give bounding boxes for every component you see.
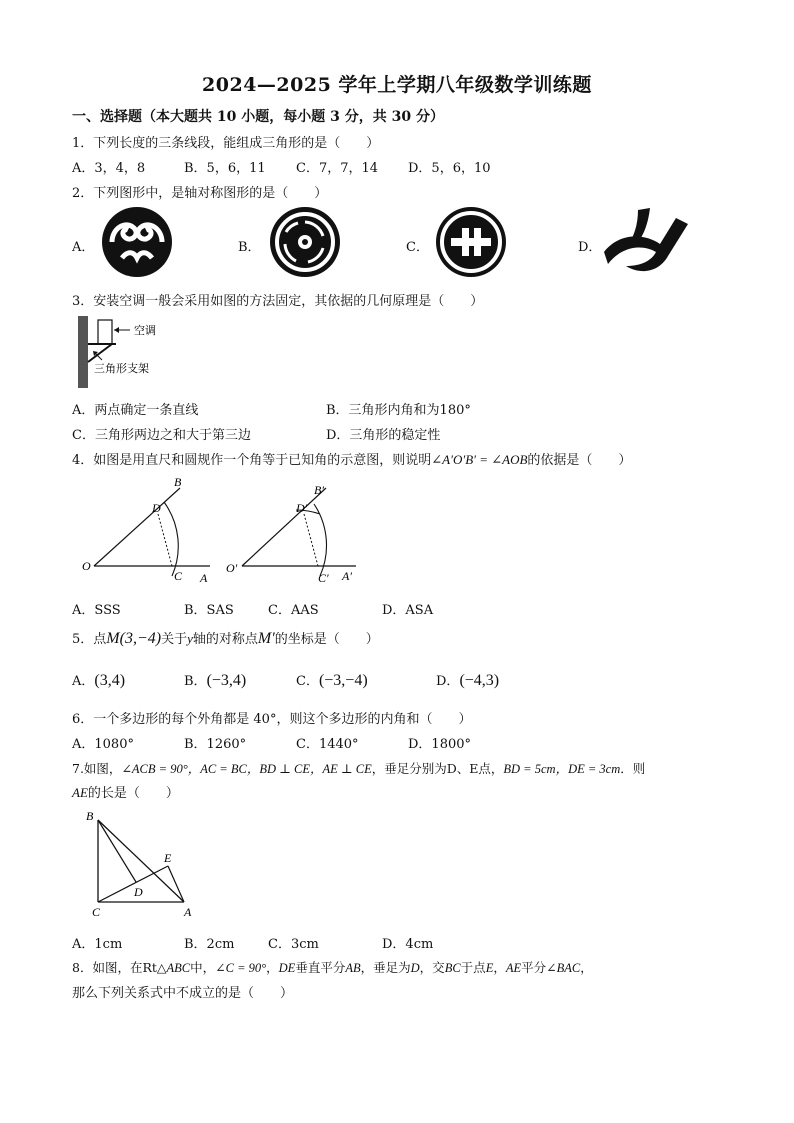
q5-option-c [296,670,368,690]
question-2-stem: 2．下列图形中，是轴对称图形的是（ ） [72,186,328,201]
q4-fig1-label-d: D [152,501,161,515]
q2-label-b: B． [238,240,261,255]
q4-fig2-label-o-prime: O′ [226,561,238,575]
q7-part-c: ．则 [620,761,646,776]
q8-part-d: 垂直平分 [295,960,346,975]
q8-part-f: ，交 [419,960,445,975]
q4-stem-part-a: 4．如图是用直尺和圆规作一个角等于已知角的示意图，则说明 [72,453,432,468]
q2-figure-a-emblem [98,206,176,278]
q5-option-b [184,670,246,690]
q2-label-d: D． [578,240,602,255]
q7-label-e: E [164,851,172,865]
q8-part-c: ， [266,960,279,975]
q4-option-c: C．AAS [268,603,319,618]
q8-part-i: 平分 [521,960,547,975]
q3-figure-ac-bracket [72,314,212,390]
q8-angle-c: ∠C = 90° [215,961,267,975]
question-1-stem: 1．下列长度的三条线段，能组成三角形的是（ ） [72,136,380,151]
section-heading: 一、选择题（本大题共 10 小题，每小题 3 分，共 30 分） [72,109,444,125]
q7-segment-ae: AE [72,785,88,800]
q7-option-a: A．1cm [72,937,123,952]
q4-option-a: A．SSS [72,603,121,618]
q5-option-c-label: C． [296,674,319,689]
question-8-line-1 [72,958,593,976]
q5-option-c-value: (−3,−4) [318,672,368,689]
q5-option-a-value: (3,4) [94,672,126,689]
q8-part-e: ，垂足为 [360,960,411,975]
q7-option-b: B．2cm [184,937,235,952]
q1-option-d: D．5，6，10 [408,161,491,176]
q2-figure-d-ribbon [598,204,690,280]
q4-option-b: B．SAS [184,603,234,618]
q7-label-b: B [86,809,94,823]
q4-fig2-label-d-prime: D′ [296,501,308,515]
question-5-stem [72,628,379,648]
q7-label-d: D [134,885,143,899]
q7-option-d: D．4cm [382,937,434,952]
q8-segment-ae: AE [505,961,522,975]
q7-figure-triangle [80,806,210,922]
q8-part-a: 8．如图，在Rt△ [72,960,167,975]
q4-fig2-label-a-prime: A′ [342,569,352,583]
q8-part-j: ， [580,960,593,975]
q4-angle-equation: ∠A′O′B′ = ∠AOB [431,452,528,467]
q3-option-d: D．三角形的稳定性 [326,428,441,443]
q5-option-a [72,670,125,690]
q2-figure-b-swirl [268,206,342,278]
q2-label-a: A． [72,240,95,255]
q6-option-c: C．1440° [296,737,359,752]
page-title: 2024—2025 学年上学期八年级数学训练题 [202,74,592,96]
q1-option-b: B．5，6，11 [184,161,266,176]
question-7-line-2 [72,782,179,801]
q6-option-b: B．1260° [184,737,247,752]
q5-stem-part-a: 5．点 [72,632,107,647]
question-8-line-2: 那么下列关系式中不成立的是（ ） [72,986,294,1001]
q7-option-c: C．3cm [268,937,319,952]
question-6-stem: 6．一个多边形的每个外角都是 40°，则这个多边形的内角和（ ） [72,712,472,727]
q1-option-a: A．3，4，8 [72,161,146,176]
q8-part-b: 中， [190,960,216,975]
q5-option-d [436,670,499,690]
q5-option-d-value: (−4,3) [459,672,500,689]
q7-label-c: C [92,905,101,919]
q4-fig1-label-c: C [174,569,183,583]
q7-conditions: ∠ACB = 90°，AC = BC，BD ⊥ CE，AE ⊥ CE [121,762,372,776]
q5-point-m-prime: M′ [257,630,275,647]
question-3-stem: 3．安装空调一般会采用如图的方法固定，其依据的几何原理是（ ） [72,294,484,309]
q3-option-a: A．两点确定一条直线 [72,403,199,418]
q2-figure-c-coin [434,206,508,278]
q5-point-m: M(3,−4) [106,630,162,647]
q3-label-air-conditioner: 空调 [134,325,156,337]
q8-part-g: 于点 [460,960,486,975]
q4-fig1-label-a: A [200,571,208,585]
q8-segment-de: DE [278,961,296,975]
q7-lengths: BD = 5cm，DE = 3cm [503,762,621,776]
q3-option-c: C．三角形两边之和大于第三边 [72,428,251,443]
q4-fig1-label-o: O [82,559,91,573]
q7-part-b: ，垂足分别为D、E点， [371,761,504,776]
q8-angle-bac: ∠BAC [546,961,581,975]
q4-figure-copied-angle [226,474,366,586]
q8-part-h: ， [493,960,506,975]
q8-point-d: D [410,961,420,975]
q6-option-d: D．1800° [408,737,472,752]
q5-option-b-value: (−3,4) [206,672,247,689]
question-4-stem [72,449,631,468]
q5-stem-part-d: 的坐标是（ ） [274,632,379,647]
q4-fig1-label-b: B [174,475,182,489]
q5-y-axis: y [187,631,193,646]
q3-option-b: B．三角形内角和为180° [326,403,471,418]
q1-option-c: C．7，7，14 [296,161,379,176]
q4-stem-part-b: 的依据是（ ） [527,453,632,468]
q7-label-a: A [184,905,192,919]
q4-option-d: D．ASA [382,603,434,618]
q5-stem-part-b: 关于 [161,632,188,647]
q7-part-a: 7.如图， [72,761,122,776]
q4-fig2-label-c-prime: C′ [318,571,329,585]
q8-segment-ab: AB [345,961,361,975]
q2-label-c: C． [406,240,429,255]
q8-triangle-abc: ABC [166,961,191,975]
q5-option-a-label: A． [72,674,95,689]
q5-option-d-label: D． [436,674,460,689]
q5-stem-part-c: 轴的对称点 [192,632,258,647]
q3-label-triangle-bracket: 三角形支架 [94,363,149,375]
q7-part-d: 的长是（ ） [87,786,179,801]
q8-segment-bc: BC [444,961,461,975]
q4-figure-original-angle [80,474,220,586]
q4-fig2-label-b-prime: B′ [314,483,324,497]
q8-point-e: E [485,961,494,975]
question-7-line-1 [72,759,645,777]
q6-option-a: A．1080° [72,737,134,752]
q5-option-b-label: B． [184,674,207,689]
